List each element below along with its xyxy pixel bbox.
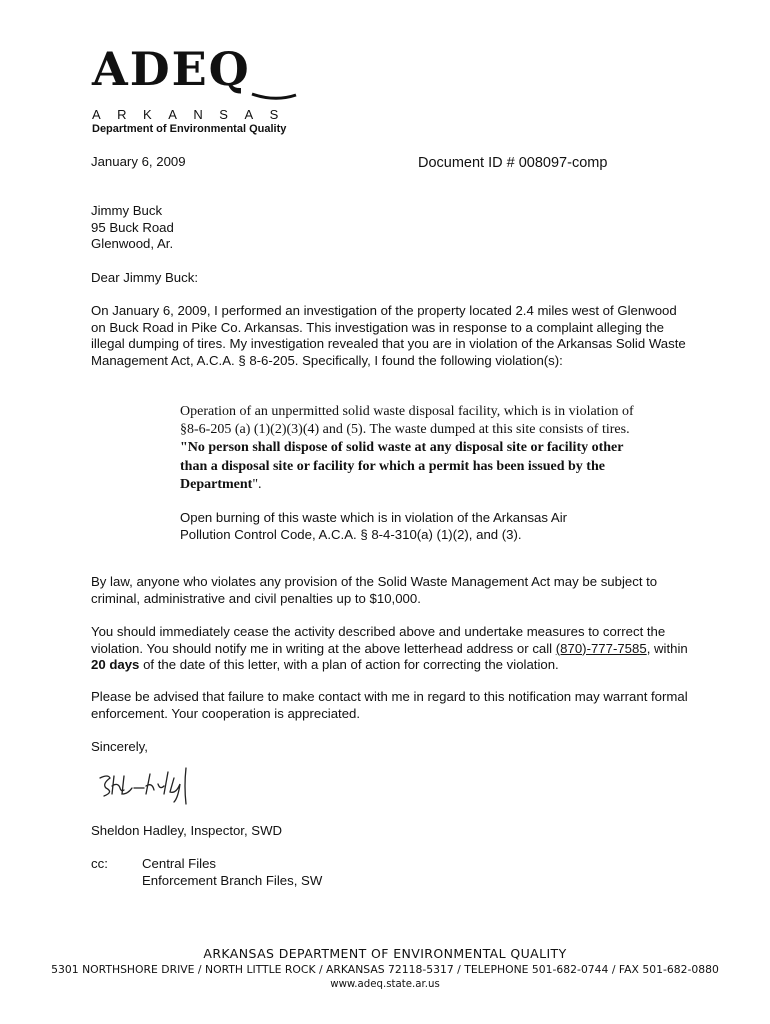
action-text: You should immediately cease the activity described above and undertake measures to correct the violation. You should notify me in writing at the above letterhead address or call <box>91 624 666 656</box>
logo-department: Department of Environmental Quality <box>92 123 287 135</box>
enforcement-paragraph: Please be advised that failure to make contact with me in regard to this notification may warrant formal enforcement. Your cooperation is appreciated. <box>91 689 688 721</box>
document-id: Document ID # 008097-comp <box>418 155 608 171</box>
violation-unpermitted-facility <box>180 403 650 494</box>
violation-text: Operation of an unpermitted solid waste disposal facility, which is in violation of §8-6-205 (a) (1)(2)(3)(4) and (5). The waste dumped at this site consists of tires. <box>180 404 634 438</box>
statute-quote: "No person shall dispose of solid waste at any disposal site or facility other than a disposal site or facility for which a permit has been issued by the Department <box>180 440 624 492</box>
adeq-logo: ADEQ <box>92 42 251 96</box>
footer-organization: ARKANSAS DEPARTMENT OF ENVIRONMENTAL QUALITY <box>203 946 567 961</box>
recipient-address <box>91 203 174 253</box>
action-after: of the date of this letter, with a plan of action for correcting the violation. <box>139 657 559 673</box>
violation-tail: ". <box>252 476 262 492</box>
cc-label: cc: <box>91 856 108 871</box>
recipient-name: Jimmy Buck <box>91 203 163 218</box>
cc-recipient: Enforcement Branch Files, SW <box>142 872 323 888</box>
footer-website[interactable]: www.adeq.state.ar.us <box>330 979 440 990</box>
deadline-days: 20 days <box>91 657 140 673</box>
penalties-paragraph: By law, anyone who violates any provision of the Solid Waste Management Act may be subject to criminal, administrative and civil penalties up to $10,000. <box>91 574 658 606</box>
cc-recipients <box>142 856 322 889</box>
footer-address: 5301 NORTHSHORE DRIVE / NORTH LITTLE ROCK / ARKANSAS 72118-5317 / TELEPHONE 501-682-0744 / FAX 501-682-0880 <box>51 963 719 976</box>
cc-recipient: Central Files <box>142 856 217 871</box>
recipient-street: 95 Buck Road <box>91 219 174 235</box>
violation-open-burning: Open burning of this waste which is in violation of the Arkansas Air Pollution Control Code, A.C.A. § 8-4-310(a) (1)(2), and (3). <box>180 510 568 542</box>
action-paragraph <box>91 624 691 674</box>
logo-swoosh-icon <box>250 92 300 102</box>
closing: Sincerely, <box>91 739 148 754</box>
action-middle: , within <box>646 640 688 656</box>
investigation-paragraph: On January 6, 2009, I performed an investigation of the property located 2.4 miles west of Glenwood on Buck Road in Pike Co. Arkansas. This investigation was in response to a complaint alleging the illegal dumping of tires. My investigation revealed that you are in violation of the Arkansas Solid Waste Management Act, A.C.A. § 8-6-205. Specifically, I found the following violation(s): <box>91 303 686 368</box>
logo-state-name: ARKANSAS <box>92 107 295 122</box>
signature-image <box>94 764 214 812</box>
recipient-city: Glenwood, Ar. <box>91 236 174 252</box>
signer-name: Sheldon Hadley, Inspector, SWD <box>91 823 283 838</box>
phone-link[interactable]: (870)-777-7585 <box>555 640 647 656</box>
letter-date: January 6, 2009 <box>91 154 186 169</box>
salutation: Dear Jimmy Buck: <box>91 270 198 285</box>
